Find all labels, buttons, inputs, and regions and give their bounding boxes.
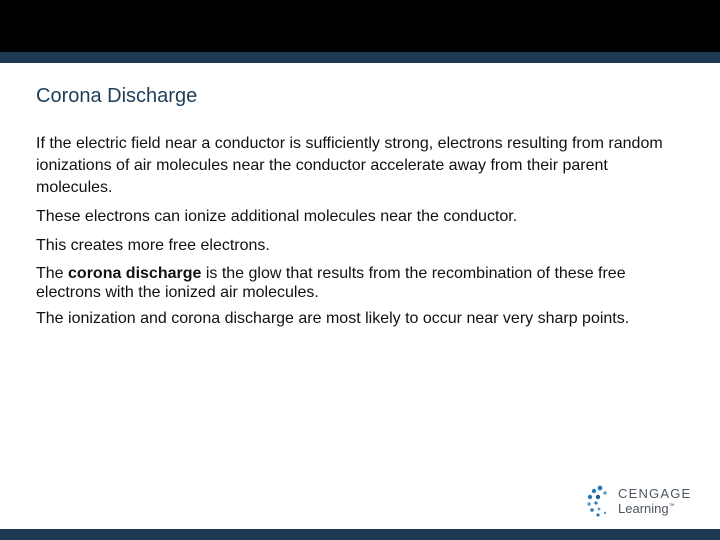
corona-text-before: The [36, 265, 69, 282]
slide-body [36, 133, 686, 335]
top-accent-stripe [0, 52, 720, 63]
corona-text-after: is the glow that results from the recombination of these free electrons with the ionized air molecules. [36, 265, 626, 301]
corona-discharge-term: corona discharge [68, 265, 202, 282]
paragraph-free-electrons: This creates more free electrons. [36, 237, 270, 254]
paragraph-corona-definition [36, 264, 686, 302]
bottom-accent-stripe [0, 529, 720, 540]
slide-title: Corona Discharge [36, 85, 198, 107]
top-header-bar [0, 0, 720, 52]
trademark-symbol: ™ [668, 503, 675, 510]
logo-learning-text [618, 501, 675, 516]
paragraph-electric-field: If the electric field near a conductor is sufficiently strong, electrons resulting from random ionizations of air molecules near the conductor accelerate away from their parent molecules. [36, 135, 663, 196]
cengage-dots-icon [586, 485, 614, 517]
paragraph-sharp-points: The ionization and corona discharge are most likely to occur near very sharp points. [36, 310, 630, 327]
logo-cengage-text: CENGAGE [618, 486, 692, 501]
cengage-learning-logo [586, 485, 696, 517]
logo-learning-word: Learning [618, 501, 669, 516]
paragraph-ionize-molecules: These electrons can ionize additional molecules near the conductor. [36, 208, 518, 225]
